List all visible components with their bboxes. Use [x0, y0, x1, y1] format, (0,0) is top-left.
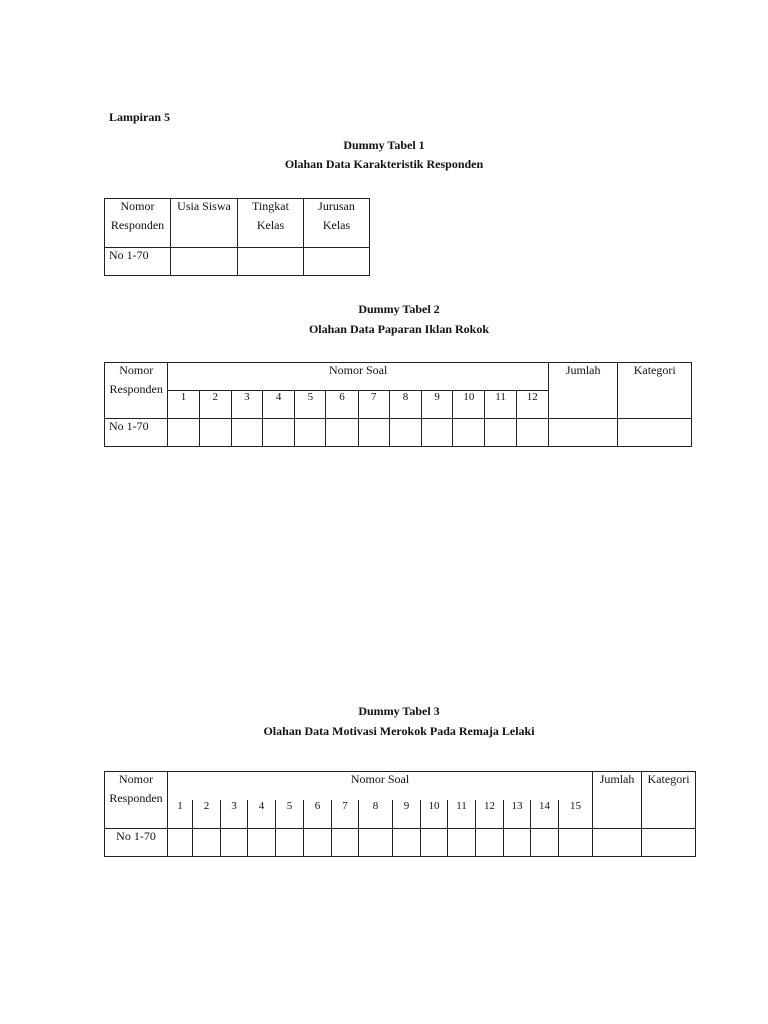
- table2-cell: [389, 419, 421, 447]
- table2-number: 11: [485, 391, 516, 419]
- table3-number: 13: [504, 800, 531, 829]
- table1-cell: [304, 248, 370, 276]
- table2-col-soal: Nomor Soal: [168, 363, 549, 391]
- table2-col-jumlah: Jumlah: [548, 363, 617, 419]
- table3-cell: [476, 829, 504, 857]
- table1-caption: Dummy Tabel 1: [343, 138, 425, 152]
- table1: [104, 198, 370, 276]
- table2-header-row: [105, 363, 692, 391]
- table2-caption: Dummy Tabel 2: [358, 302, 440, 316]
- table2-cell: [485, 419, 516, 447]
- table3-cell: [421, 829, 448, 857]
- table1-title: Olahan Data Karakteristik Responden: [284, 157, 484, 171]
- table2-number: 9: [422, 391, 453, 419]
- table2-number: 2: [199, 391, 231, 419]
- table2-cell: [295, 419, 326, 447]
- table2-cell: [516, 419, 548, 447]
- table2-title: Olahan Data Paparan Iklan Rokok: [308, 322, 490, 336]
- table3-cell: [393, 829, 421, 857]
- table1-col-nomor: Nomor Responden: [105, 199, 171, 248]
- table1-cell: [238, 248, 304, 276]
- table3-number: 7: [332, 800, 359, 829]
- table2: [104, 362, 692, 447]
- page-heading: Lampiran 5: [109, 110, 171, 124]
- table3-cell: [504, 829, 531, 857]
- table1-col-tingkat: Tingkat Kelas: [238, 199, 304, 248]
- table3-number: 14: [531, 800, 559, 829]
- table1-col-usia: Usia Siswa: [171, 199, 238, 248]
- table2-number: 4: [263, 391, 295, 419]
- table3-cell: [248, 829, 276, 857]
- table2-row: [105, 419, 692, 447]
- table2-number: 7: [358, 391, 389, 419]
- table3-col-nomor: Nomor Responden: [105, 772, 168, 829]
- table3-row-label: No 1-70: [105, 829, 168, 857]
- table3-cell: [448, 829, 476, 857]
- table2-cell: [326, 419, 358, 447]
- table3-number: 1: [168, 800, 193, 829]
- table3-cell: [642, 829, 696, 857]
- table2-cell: [199, 419, 231, 447]
- table3-number: 15: [559, 800, 593, 829]
- table1-header-row: [105, 199, 370, 248]
- table3-col-kategori: Kategori: [642, 772, 696, 829]
- table2-number: 1: [168, 391, 199, 419]
- table3-caption: Dummy Tabel 3: [358, 704, 440, 718]
- table1-col-jurusan: Jurusan Kelas: [304, 199, 370, 248]
- table3-header-row: [105, 772, 696, 800]
- table2-cell: [422, 419, 453, 447]
- table3: [104, 771, 696, 857]
- table2-number: 10: [453, 391, 485, 419]
- table3-cell: [531, 829, 559, 857]
- table3-cell: [359, 829, 393, 857]
- table2-number: 8: [389, 391, 421, 419]
- table3-cell: [276, 829, 304, 857]
- table3-cell: [304, 829, 332, 857]
- table3-cell: [193, 829, 221, 857]
- table3-cell: [332, 829, 359, 857]
- table2-cell: [231, 419, 262, 447]
- table3-number: 3: [221, 800, 248, 829]
- table2-row-label: No 1-70: [105, 419, 168, 447]
- table3-cell: [221, 829, 248, 857]
- table2-col-kategori: Kategori: [618, 363, 692, 419]
- table2-number: 6: [326, 391, 358, 419]
- table1-row-label: No 1-70: [105, 248, 171, 276]
- table2-cell: [358, 419, 389, 447]
- table3-number: 5: [276, 800, 304, 829]
- table3-number: 8: [359, 800, 393, 829]
- table1-row: [105, 248, 370, 276]
- table3-title: Olahan Data Motivasi Merokok Pada Remaja Lelaki: [263, 724, 535, 738]
- table3-col-jumlah: Jumlah: [593, 772, 642, 829]
- table3-row: [105, 829, 696, 857]
- table2-number: 5: [295, 391, 326, 419]
- table3-number: 6: [304, 800, 332, 829]
- table3-number: 10: [421, 800, 448, 829]
- table3-number: 2: [193, 800, 221, 829]
- table2-cell: [453, 419, 485, 447]
- table2-number: 12: [516, 391, 548, 419]
- table3-cell: [559, 829, 593, 857]
- table2-cell: [168, 419, 199, 447]
- table2-col-nomor: Nomor Responden: [105, 363, 168, 419]
- table3-number: 4: [248, 800, 276, 829]
- table3-number: 11: [448, 800, 476, 829]
- table2-cell: [263, 419, 295, 447]
- table1-cell: [171, 248, 238, 276]
- table3-number: 9: [393, 800, 421, 829]
- table2-cell: [618, 419, 692, 447]
- table2-cell: [548, 419, 617, 447]
- table3-col-soal: Nomor Soal: [168, 772, 593, 800]
- table3-cell: [593, 829, 642, 857]
- table3-number: 12: [476, 800, 504, 829]
- table2-number: 3: [231, 391, 262, 419]
- table3-cell: [168, 829, 193, 857]
